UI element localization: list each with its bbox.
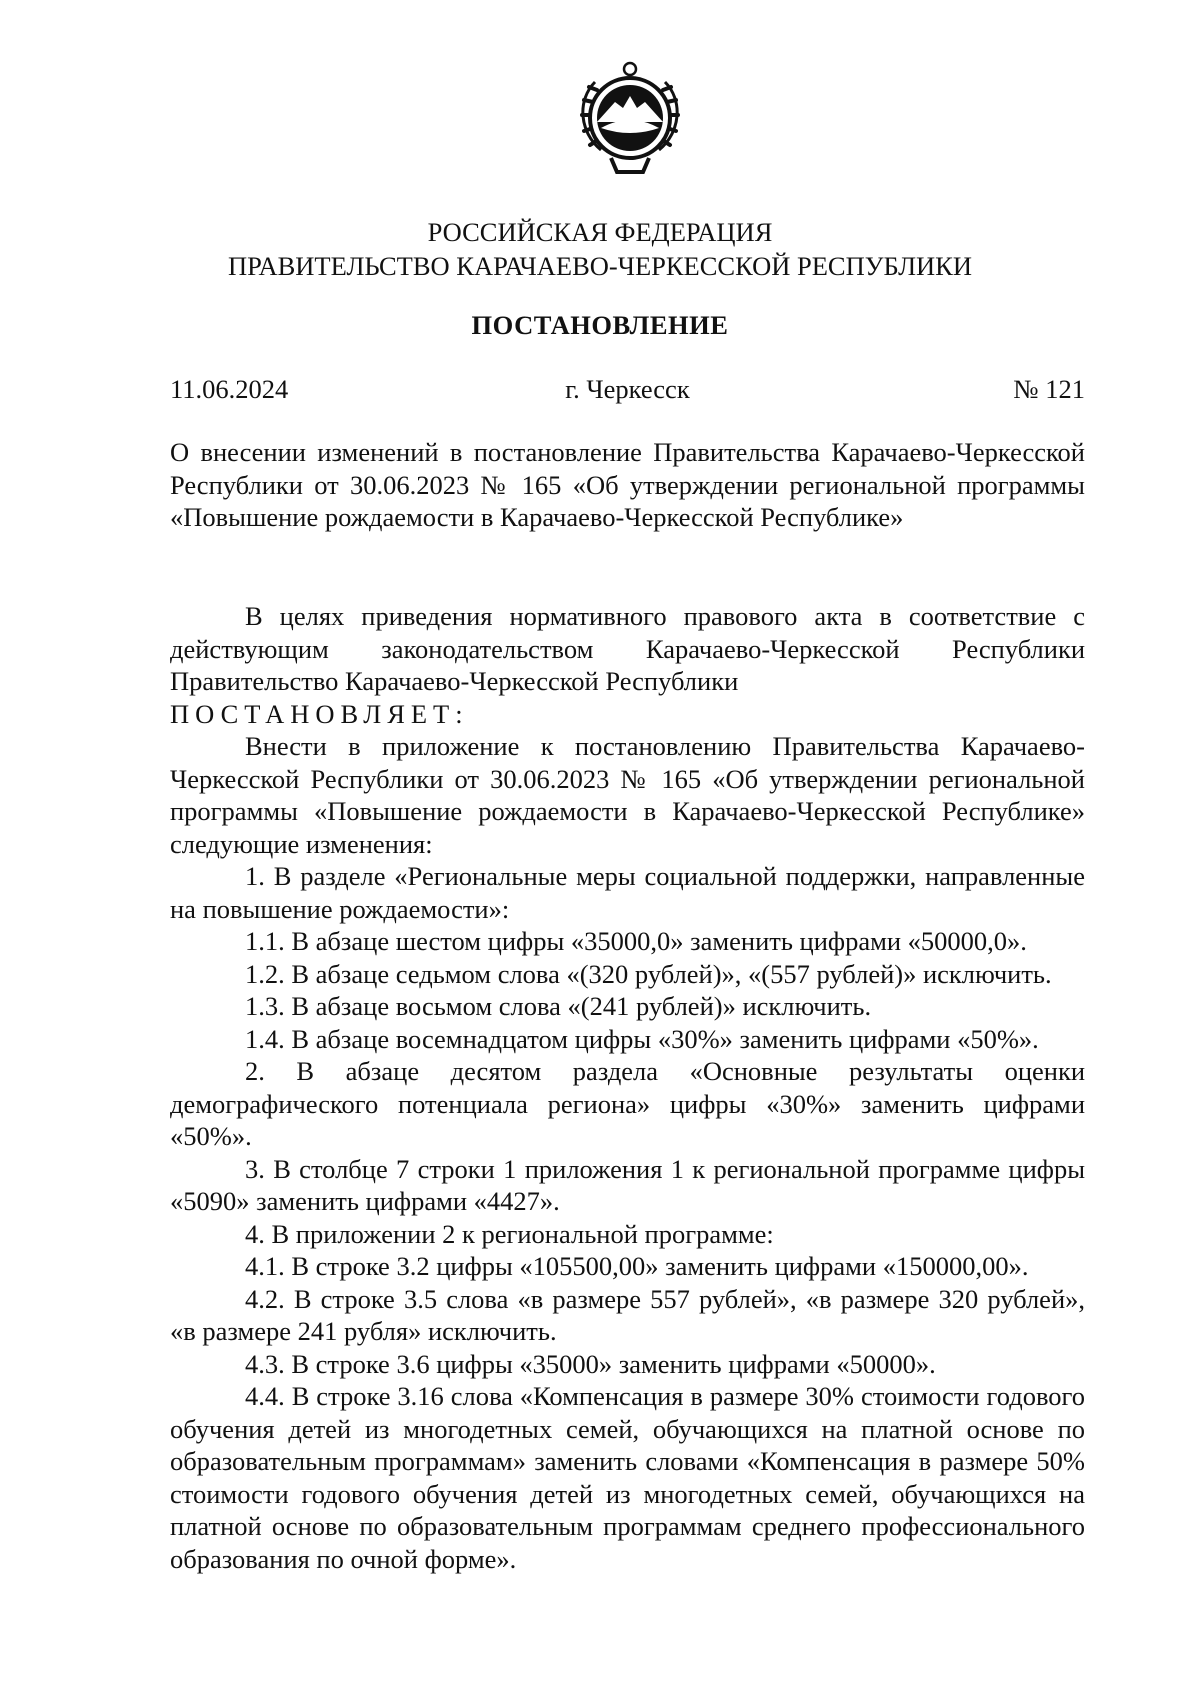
list-item: 4. В приложении 2 к региональной программе: [245, 1218, 774, 1249]
preamble-paragraph: В целях приведения нормативного правового акта в соответствие с действующим законодательством Карачаево-Черкесской Республики Правительство Карачаево-Черкесской Республики [170, 601, 1085, 696]
list-item: 4.3. В строке 3.6 цифры «35000» заменить цифрами «50000». [245, 1348, 936, 1379]
karachay-cherkessia-coat-of-arms-icon [571, 60, 689, 182]
list-item: 1.2. В абзаце седьмом слова «(320 рублей)», «(557 рублей)» исключить. [245, 958, 1052, 989]
intro-paragraph: Внести в приложение к постановлению Правительства Карачаево-Черкесской Республики от 30.06.2023 № 165 «Об утверждении региональной программы «Повышение рождаемости в Карачаево-Черкесской Республике» следующие изменения: [170, 731, 1085, 859]
list-item: 1.3. В абзаце восьмом слова «(241 рублей)» исключить. [245, 991, 872, 1021]
document-type-title: ПОСТАНОВЛЕНИЕ [471, 310, 729, 340]
header-government: ПРАВИТЕЛЬСТВО КАРАЧАЕВО-ЧЕРКЕССКОЙ РЕСПУБЛИКИ [227, 251, 972, 281]
list-item: 4.2. В строке 3.5 слова «в размере 557 рублей», «в размере 320 рублей», «в размере 241 рубля» исключить. [170, 1283, 1085, 1346]
document-city: г. Черкесск [565, 374, 690, 404]
list-item: 1. В разделе «Региональные меры социальной поддержки, направленные на повышение рождаемости»: [170, 861, 1085, 924]
decree-word: ПОСТАНОВЛЯЕТ: [170, 698, 469, 729]
document-meta-row [170, 374, 1085, 408]
document-date: 11.06.2024 [170, 374, 289, 404]
list-item: 1.1. В абзаце шестом цифры «35000,0» заменить цифрами «50000,0». [245, 926, 1027, 956]
list-item: 2. В абзаце десятом раздела «Основные результаты оценки демографического потенциала региона» цифры «30%» заменить цифрами «50%». [170, 1056, 1085, 1151]
list-item: 3. В столбце 7 строки 1 приложения 1 к региональной программе цифры «5090» заменить цифрами «4427». [170, 1153, 1085, 1216]
list-item: 4.1. В строке 3.2 цифры «105500,00» заменить цифрами «150000,00». [245, 1251, 1029, 1281]
document-subject: О внесении изменений в постановление Правительства Карачаево-Черкесской Республики от 30.06.2023 № 165 «Об утверждении региональной программы «Повышение рождаемости в Карачаево-Черкесской Республике» [170, 437, 1085, 532]
document-body [170, 600, 1085, 1575]
list-item: 1.4. В абзаце восемнадцатом цифры «30%» заменить цифрами «50%». [245, 1023, 1039, 1054]
header-country: РОССИЙСКАЯ ФЕДЕРАЦИЯ [427, 217, 773, 247]
document-number: № 121 [1013, 374, 1085, 404]
list-item: 4.4. В строке 3.16 слова «Компенсация в размере 30% стоимости годового обучения детей из многодетных семей, обучающихся на платной основе по образовательным программам» заменить словами «Компенсация в размере 50% стоимости годового обучения детей из многодетных семей, обучающихся на платной основе по образовательным программам среднего профессионального образования по очной форме». [170, 1381, 1085, 1574]
